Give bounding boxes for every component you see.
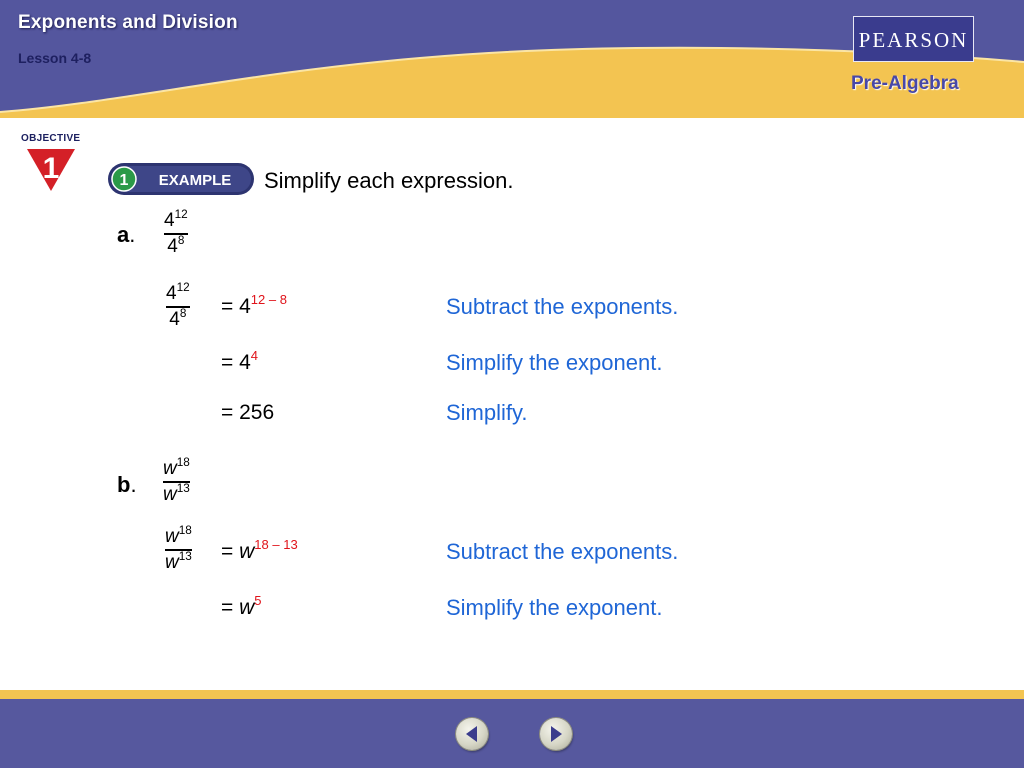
course-name: Pre-Algebra [851,73,959,94]
example-number: 1 [119,172,129,189]
part-a-label: a. [117,222,136,247]
part-a-expression: $4^{12}$ $4^8$ [164,207,188,257]
part-b-step-1: = $w^{18 - 13}$ [221,536,298,563]
example-label: EXAMPLE [158,172,232,189]
part-b-note-1: Subtract the exponents. [446,539,679,564]
lesson-title: Exponents and Division [18,12,238,33]
objective-label: OBJECTIVE [21,133,81,144]
part-a-note-3: Simplify. [446,400,528,425]
part-a-step-fraction: $4^{12}$ $4^8$ [166,280,190,330]
part-a-step-3: = 256 [221,401,275,424]
objective-number: 1 [42,152,60,185]
lesson-number: Lesson 4-8 [18,50,92,66]
example-instruction: Simplify each expression. [264,168,514,193]
part-a-note-1: Subtract the exponents. [446,294,679,319]
header-banner [0,0,1024,118]
pearson-logo: PEARSON [853,16,974,62]
part-b-expression: $w^{18}$ $w^{13}$ [163,455,190,505]
part-b-label: b. [117,472,137,497]
previous-slide-button[interactable] [456,718,488,750]
next-slide-button[interactable] [540,718,572,750]
objective-triangle-icon [27,147,75,193]
footer-bar [0,699,1024,768]
part-b-note-2: Simplify the exponent. [446,595,663,620]
part-a-step-1: = $4^{12 - 8}$ [221,291,287,318]
part-b-step-fraction: $w^{18}$ $w^{13}$ [165,523,192,573]
right-arrow-icon [540,718,572,750]
left-arrow-icon [456,718,488,750]
objective-marker [18,133,90,193]
part-a-note-2: Simplify the exponent. [446,350,663,375]
footer-divider [0,690,1024,699]
example-badge [107,162,255,196]
part-b-step-2: = $w^5$ [221,592,262,619]
part-a-step-2: = $4^4$ [221,347,259,374]
